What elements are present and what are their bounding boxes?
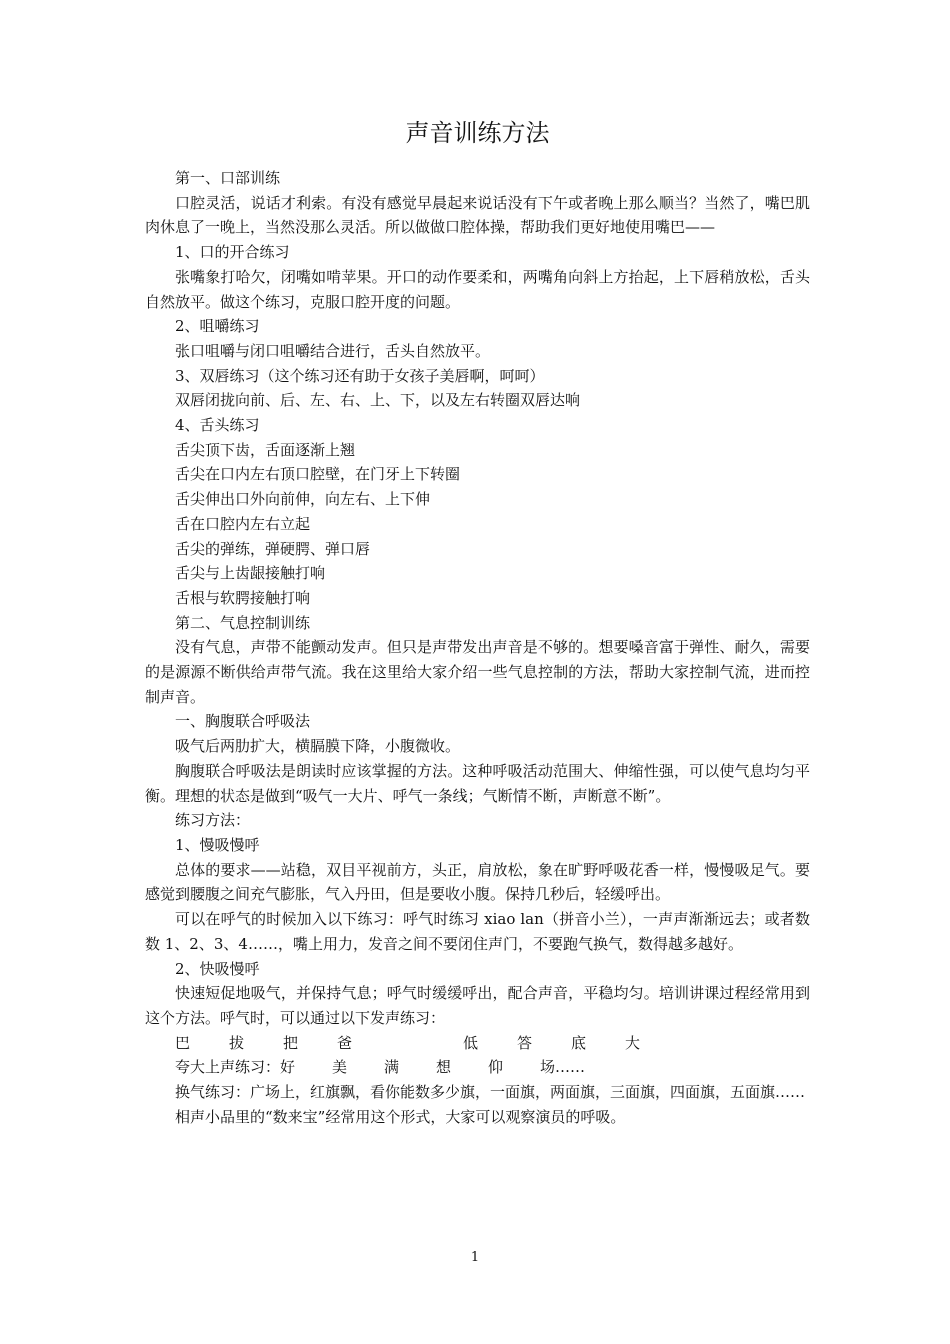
page-number: 1 — [470, 1250, 480, 1265]
subheading-chewing: 2、咀嚼练习 — [175, 317, 260, 336]
document-body — [145, 166, 810, 1129]
praise-word: 好 — [280, 1058, 296, 1077]
subheading-chest-abdomen: 一、胸腹联合呼吸法 — [175, 712, 311, 731]
praise-label: 夸大上声练习： — [175, 1058, 281, 1077]
tongue-exercise-1: 舌尖顶下齿，舌面逐渐上翘 — [175, 440, 356, 459]
document-title: 声音训练方法 — [405, 119, 550, 147]
pron-word: 大 — [625, 1033, 641, 1052]
paragraph-shulaibao: 相声小品里的“数来宝”经常用这个形式，大家可以观察演员的呼吸。 — [175, 1107, 626, 1126]
praise-word: 想 — [436, 1058, 452, 1077]
paragraph-breath-change: 换气练习：广场上，红旗飘，看你能数多少旗，一面旗，两面旗，三面旗，四面旗，五面旗…… — [175, 1083, 806, 1102]
subheading-tongue: 4、舌头练习 — [175, 416, 260, 435]
pronunciation-row — [145, 1031, 810, 1056]
subheading-open-close: 1、口的开合练习 — [175, 243, 290, 262]
tongue-exercise-4: 舌在口腔内左右立起 — [175, 514, 311, 533]
subheading-methods: 练习方法： — [175, 811, 251, 830]
subheading-lips: 3、双唇练习（这个练习还有助于女孩子美唇啊，呵呵） — [175, 366, 545, 385]
pron-word: 底 — [571, 1033, 587, 1052]
tongue-exercise-6: 舌尖与上齿龈接触打响 — [175, 564, 326, 583]
tongue-exercise-3: 舌尖伸出口外向前伸，向左右、上下伸 — [175, 490, 431, 509]
pron-word: 拔 — [229, 1033, 245, 1052]
paragraph-inhale: 吸气后两肋扩大，横膈膜下降，小腹微收。 — [175, 737, 461, 756]
pron-word: 答 — [517, 1033, 533, 1052]
tongue-exercise-2: 舌尖在口内左右顶口腔壁，在门牙上下转圈 — [175, 465, 461, 484]
praise-row — [145, 1055, 810, 1080]
paragraph-slow-slow: 总体的要求——站稳，双目平视前方，头正，肩放松，象在旷野呼吸花香一样，慢慢吸足气。要感觉到腰腹之间充气膨胀，气入丹田，但是要收小腹。保持几秒后，轻缓呼出。 — [145, 860, 810, 904]
paragraph-chest-abdomen: 胸腹联合呼吸法是朗读时应该掌握的方法。这种呼吸活动范围大、伸缩性强，可以使气息均匀平衡。理想的状态是做到“吸气一大片、呼气一条线；气断情不断，声断意不断”。 — [145, 761, 810, 805]
subheading-slow-slow: 1、慢吸慢呼 — [175, 835, 260, 854]
praise-word: 仰 — [488, 1058, 504, 1077]
section-heading-breath: 第二、气息控制训练 — [175, 613, 311, 632]
subheading-fast-slow: 2、快吸慢呼 — [175, 959, 260, 978]
section-heading-mouth: 第一、口部训练 — [175, 169, 281, 187]
pron-word: 把 — [283, 1033, 299, 1052]
paragraph-fast-slow: 快速短促地吸气，并保持气息；呼气时缓缓呼出，配合声音，平稳均匀。培训讲课过程经常用到这个方法。呼气时，可以通过以下发声练习： — [145, 984, 810, 1027]
paragraph-exhale-practice: 可以在呼气的时候加入以下练习：呼气时练习 xiao lan（拼音小兰），一声声渐渐远去；或者数数 1、2、3、4……，嘴上用力，发音之间不要闭住声门，不要跑气换气，数得越多越好。 — [145, 910, 810, 953]
paragraph-lips: 双唇闭拢向前、后、左、右、上、下，以及左右转圈双唇达响 — [175, 391, 581, 410]
praise-word-last: 场…… — [540, 1058, 586, 1077]
tongue-exercise-5: 舌尖的弹练，弹硬腭、弹口唇 — [175, 539, 371, 558]
tongue-exercise-7: 舌根与软腭接触打响 — [175, 588, 311, 607]
praise-word: 美 — [332, 1058, 348, 1077]
pron-word: 爸 — [337, 1033, 353, 1052]
paragraph-breath-intro: 没有气息，声带不能颤动发声。但只是声带发出声音是不够的。想要嗓音富于弹性、耐久，需要的是源源不断供给声带气流。我在这里给大家介绍一些气息控制的方法，帮助大家控制气流，进而控制声音。 — [145, 638, 810, 706]
pron-word: 巴 — [175, 1033, 191, 1052]
paragraph-chewing: 张口咀嚼与闭口咀嚼结合进行，舌头自然放平。 — [175, 341, 491, 360]
paragraph-mouth-intro: 口腔灵活，说话才利索。有没有感觉早晨起来说话没有下午或者晚上那么顺当？当然了，嘴巴肌肉休息了一晚上，当然没那么灵活。所以做做口腔体操，帮助我们更好地使用嘴巴—— — [145, 193, 810, 237]
praise-word: 满 — [384, 1058, 400, 1077]
pron-word: 低 — [463, 1033, 479, 1052]
paragraph-open-close: 张嘴象打哈欠，闭嘴如啃苹果。开口的动作要柔和，两嘴角向斜上方抬起，上下唇稍放松，舌头自然放平。做这个练习，克服口腔开度的问题。 — [145, 267, 810, 311]
